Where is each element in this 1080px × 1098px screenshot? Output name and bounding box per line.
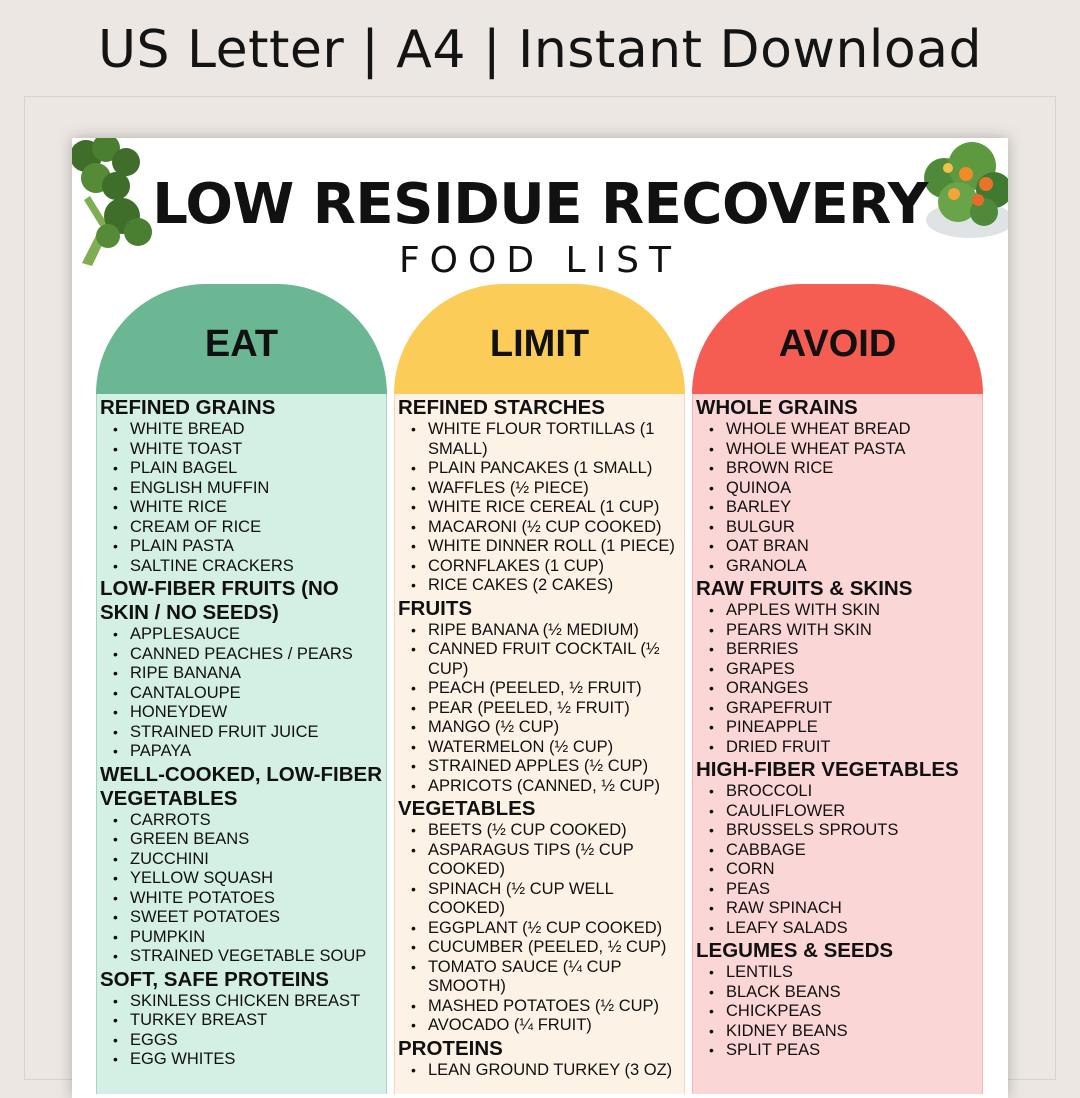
food-item: • APPLES WITH SKIN xyxy=(696,601,982,621)
food-list xyxy=(398,420,684,596)
food-item: • APPLESAUCE xyxy=(100,625,386,645)
food-item: • WHITE DINNER ROLL (1 PIECE) xyxy=(398,537,684,557)
food-item: • GRAPEFRUIT xyxy=(696,699,982,719)
food-item: • WHITE FLOUR TORTILLAS (1 SMALL) xyxy=(398,420,684,459)
food-item: • WHITE RICE CEREAL (1 CUP) xyxy=(398,498,684,518)
food-item: • WHOLE WHEAT BREAD xyxy=(696,420,982,440)
food-item: • TOMATO SAUCE (¼ CUP SMOOTH) xyxy=(398,958,684,997)
food-item: • CREAM OF RICE xyxy=(100,518,386,538)
food-list xyxy=(398,821,684,1036)
category-heading: RAW FRUITS & SKINS xyxy=(696,577,913,600)
food-item: • PLAIN PASTA xyxy=(100,537,386,557)
food-item: • PINEAPPLE xyxy=(696,718,982,738)
food-item: • WHITE TOAST xyxy=(100,440,386,460)
category-heading: FRUITS xyxy=(398,596,473,620)
food-item: • PEARS WITH SKIN xyxy=(696,621,982,641)
food-list xyxy=(398,621,684,797)
food-item: • HONEYDEW xyxy=(100,703,386,723)
food-item: • OAT BRAN xyxy=(696,537,982,557)
food-item: • QUINOA xyxy=(696,479,982,499)
food-item: • STRAINED APPLES (½ CUP) xyxy=(398,757,684,777)
food-item: • LEAFY SALADS xyxy=(696,919,982,939)
food-item: • RICE CAKES (2 CAKES) xyxy=(398,576,684,596)
food-item: • BROWN RICE xyxy=(696,459,982,479)
food-item: • BERRIES xyxy=(696,640,982,660)
food-item: • APRICOTS (CANNED, ½ CUP) xyxy=(398,777,684,797)
column-avoid xyxy=(692,284,983,1094)
food-item: • SPLIT PEAS xyxy=(696,1041,982,1061)
food-item: • BRUSSELS SPROUTS xyxy=(696,821,982,841)
food-list xyxy=(100,992,386,1070)
food-item: • BLACK BEANS xyxy=(696,983,982,1003)
food-item: • PUMPKIN xyxy=(100,928,386,948)
food-item: • ZUCCHINI xyxy=(100,850,386,870)
column-header: EAT xyxy=(96,284,387,394)
category-heading: REFINED STARCHES xyxy=(398,396,605,419)
food-list xyxy=(696,420,982,576)
food-item: • MASHED POTATOES (½ CUP) xyxy=(398,997,684,1017)
category-heading: WHOLE GRAINS xyxy=(696,396,858,419)
food-item: • MACARONI (½ CUP COOKED) xyxy=(398,518,684,538)
category-heading: LEGUMES & SEEDS xyxy=(696,939,894,962)
food-item: • WHOLE WHEAT PASTA xyxy=(696,440,982,460)
food-item: • RAW SPINACH xyxy=(696,899,982,919)
food-item: • GREEN BEANS xyxy=(100,830,386,850)
column-limit xyxy=(394,284,685,1094)
food-item: • RIPE BANANA xyxy=(100,664,386,684)
category-heading: LOW-FIBER FRUITS (NO SKIN / NO SEEDS) xyxy=(100,577,339,624)
food-item: • SALTINE CRACKERS xyxy=(100,557,386,577)
food-item: • CORN xyxy=(696,860,982,880)
food-item: • CORNFLAKES (1 CUP) xyxy=(398,557,684,577)
column-header: LIMIT xyxy=(394,284,685,394)
category-heading: REFINED GRAINS xyxy=(100,396,276,419)
category-heading: VEGETABLES xyxy=(398,797,536,820)
category-heading: HIGH-FIBER VEGETABLES xyxy=(696,758,959,781)
food-item: • WATERMELON (½ CUP) xyxy=(398,738,684,758)
food-list xyxy=(696,963,982,1061)
food-list xyxy=(100,625,386,762)
food-item: • DRIED FRUIT xyxy=(696,738,982,758)
food-item: • STRAINED VEGETABLE SOUP xyxy=(100,947,386,967)
column-body xyxy=(96,394,387,1094)
food-item: • BROCCOLI xyxy=(696,782,982,802)
food-item: • BARLEY xyxy=(696,498,982,518)
column-body xyxy=(692,394,983,1094)
food-list xyxy=(696,601,982,757)
category-heading: SOFT, SAFE PROTEINS xyxy=(100,967,329,991)
food-item: • GRANOLA xyxy=(696,557,982,577)
food-item: • SPINACH (½ CUP WELL COOKED) xyxy=(398,880,684,919)
food-item: • BULGUR xyxy=(696,518,982,538)
food-item: • STRAINED FRUIT JUICE xyxy=(100,723,386,743)
column-header: AVOID xyxy=(692,284,983,394)
food-item: • ASPARAGUS TIPS (½ CUP COOKED) xyxy=(398,841,684,880)
food-item: • SKINLESS CHICKEN BREAST xyxy=(100,992,386,1012)
food-list xyxy=(100,811,386,967)
food-item: • PLAIN BAGEL xyxy=(100,459,386,479)
food-item: • CANTALOUPE xyxy=(100,684,386,704)
product-banner: US Letter | A4 | Instant Download xyxy=(97,20,983,80)
food-item: • CARROTS xyxy=(100,811,386,831)
sheet-subtitle: FOOD LIST xyxy=(398,240,682,281)
food-item: • CANNED PEACHES / PEARS xyxy=(100,645,386,665)
food-item: • PAPAYA xyxy=(100,742,386,762)
food-item: • PLAIN PANCAKES (1 SMALL) xyxy=(398,459,684,479)
food-item: • EGGPLANT (½ CUP COOKED) xyxy=(398,919,684,939)
food-item: • BEETS (½ CUP COOKED) xyxy=(398,821,684,841)
food-item: • KIDNEY BEANS xyxy=(696,1022,982,1042)
food-item: • CUCUMBER (PEELED, ½ CUP) xyxy=(398,938,684,958)
food-item: • LENTILS xyxy=(696,963,982,983)
food-item: • WAFFLES (½ PIECE) xyxy=(398,479,684,499)
food-item: • MANGO (½ CUP) xyxy=(398,718,684,738)
food-list xyxy=(100,420,386,576)
food-item: • AVOCADO (¼ FRUIT) xyxy=(398,1016,684,1036)
food-item: • CABBAGE xyxy=(696,841,982,861)
column-eat xyxy=(96,284,387,1094)
food-item: • GRAPES xyxy=(696,660,982,680)
food-list-sheet xyxy=(72,138,1008,1098)
column-body xyxy=(394,394,685,1094)
food-item: • PEAR (PEELED, ½ FRUIT) xyxy=(398,699,684,719)
food-item: • RIPE BANANA (½ MEDIUM) xyxy=(398,621,684,641)
food-item: • PEAS xyxy=(696,880,982,900)
food-item: • SWEET POTATOES xyxy=(100,908,386,928)
food-item: • TURKEY BREAST xyxy=(100,1011,386,1031)
food-item: • EGG WHITES xyxy=(100,1050,386,1070)
food-item: • ORANGES xyxy=(696,679,982,699)
food-item: • WHITE RICE xyxy=(100,498,386,518)
food-item: • ENGLISH MUFFIN xyxy=(100,479,386,499)
food-item: • EGGS xyxy=(100,1031,386,1051)
food-item: • CANNED FRUIT COCKTAIL (½ CUP) xyxy=(398,640,684,679)
food-list xyxy=(398,1061,684,1081)
food-list xyxy=(696,782,982,938)
food-item: • CHICKPEAS xyxy=(696,1002,982,1022)
food-item: • WHITE POTATOES xyxy=(100,889,386,909)
food-item: • PEACH (PEELED, ½ FRUIT) xyxy=(398,679,684,699)
category-heading: PROTEINS xyxy=(398,1036,503,1060)
category-heading: WELL-COOKED, LOW-FIBER VEGETABLES xyxy=(100,762,382,810)
food-item: • YELLOW SQUASH xyxy=(100,869,386,889)
food-item: • WHITE BREAD xyxy=(100,420,386,440)
food-item: • CAULIFLOWER xyxy=(696,802,982,822)
sheet-title: LOW RESIDUE RECOVERY xyxy=(152,172,928,237)
food-item: • LEAN GROUND TURKEY (3 OZ) xyxy=(398,1061,684,1081)
